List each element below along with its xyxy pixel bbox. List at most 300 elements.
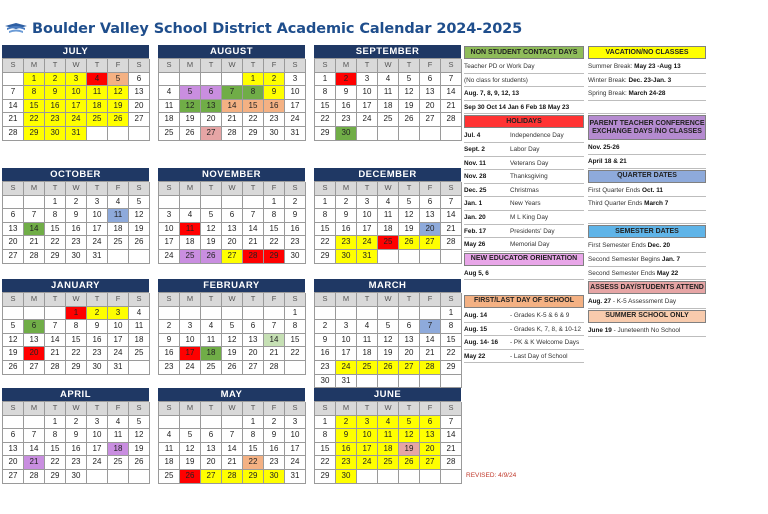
day-cell: 20 [201, 456, 222, 470]
weekday-label: W [66, 59, 87, 73]
day-cell: 26 [201, 250, 222, 264]
day-cell: 2 [264, 416, 285, 430]
legend-date: Dec. 23-Jan. 3 [628, 76, 672, 84]
page-header [4, 16, 522, 42]
day-cell: 28 [45, 361, 66, 375]
empty-cell [159, 307, 180, 321]
day-cell: 27 [420, 236, 441, 250]
day-cell: 12 [108, 86, 129, 100]
empty-cell [108, 470, 129, 484]
weekday-label: T [399, 293, 420, 307]
day-cell: 12 [378, 334, 399, 348]
legend-section-header: FIRST/LAST DAY OF SCHOOL [464, 295, 584, 308]
legend-row [464, 143, 584, 157]
weekday-label: S [159, 182, 180, 196]
day-cell: 4 [201, 320, 222, 334]
day-cell: 19 [108, 100, 129, 114]
day-cell: 23 [159, 361, 180, 375]
empty-cell [3, 73, 24, 87]
day-cell: 19 [180, 113, 201, 127]
weekday-label: W [66, 402, 87, 416]
day-cell: 4 [159, 86, 180, 100]
weekday-label: W [378, 402, 399, 416]
day-cell: 17 [285, 100, 306, 114]
day-cell: 24 [285, 456, 306, 470]
weekday-label: M [24, 293, 45, 307]
day-cell: 24 [357, 236, 378, 250]
weekday-label: T [87, 59, 108, 73]
day-cell: 16 [87, 334, 108, 348]
day-cell: 10 [285, 429, 306, 443]
day-cell: 25 [378, 113, 399, 127]
day-cell: 18 [378, 223, 399, 237]
day-cell: 5 [399, 196, 420, 210]
legend-date: May 22 [656, 269, 679, 277]
day-cell: 27 [201, 127, 222, 141]
weekday-label: S [285, 59, 306, 73]
empty-cell [24, 307, 45, 321]
weekday-label: S [3, 59, 24, 73]
day-cell: 6 [129, 73, 150, 87]
day-cell: 7 [45, 320, 66, 334]
month-name: NOVEMBER [158, 168, 305, 181]
day-cell: 12 [129, 429, 150, 443]
day-cell: 3 [357, 196, 378, 210]
weekday-label: W [378, 59, 399, 73]
day-cell: 13 [420, 429, 441, 443]
empty-cell [399, 250, 420, 264]
day-cell: 26 [222, 361, 243, 375]
day-cell: 9 [264, 86, 285, 100]
weekday-label: S [129, 59, 150, 73]
weekday-label: W [222, 182, 243, 196]
legend-row [588, 267, 706, 281]
day-cell: 18 [378, 443, 399, 457]
day-cell: 23 [336, 236, 357, 250]
weekday-label: F [264, 182, 285, 196]
day-cell: 2 [159, 320, 180, 334]
day-cell: 9 [264, 429, 285, 443]
day-cell: 2 [45, 73, 66, 87]
day-cell: 23 [264, 113, 285, 127]
legend-blank-row [588, 211, 706, 225]
month-june [314, 388, 461, 484]
district-logo-icon [4, 21, 28, 37]
day-cell: 23 [264, 456, 285, 470]
weekday-label: S [159, 402, 180, 416]
weekday-label: M [336, 59, 357, 73]
day-cell: 13 [420, 86, 441, 100]
empty-cell [201, 196, 222, 210]
weekday-label: M [180, 59, 201, 73]
day-cell: 2 [336, 416, 357, 430]
legend-description: Independence Day [510, 132, 564, 140]
empty-cell [264, 307, 285, 321]
weekday-label: M [24, 59, 45, 73]
weekday-label: W [66, 293, 87, 307]
month-name: SEPTEMBER [314, 45, 461, 58]
day-cell: 17 [159, 236, 180, 250]
day-cell: 31 [357, 250, 378, 264]
legend-description: M L King Day [510, 213, 549, 221]
legend-description: - PK & K Welcome Days [510, 339, 580, 347]
day-cell: 13 [243, 334, 264, 348]
legend-row [464, 184, 584, 198]
legend-date: Jan. 7 [661, 255, 681, 263]
day-cell: 2 [336, 73, 357, 87]
empty-cell [420, 307, 441, 321]
empty-cell [129, 127, 150, 141]
day-cell: 27 [201, 470, 222, 484]
day-cell: 27 [129, 113, 150, 127]
day-cell: 10 [66, 86, 87, 100]
day-cell: 21 [420, 347, 441, 361]
weekday-label: T [357, 182, 378, 196]
empty-cell [378, 127, 399, 141]
weekday-label: T [201, 59, 222, 73]
day-cell: 11 [378, 86, 399, 100]
weekday-label: F [420, 293, 441, 307]
legend-date: June 19 [588, 326, 612, 334]
day-cell: 21 [441, 443, 462, 457]
month-name: APRIL [2, 388, 149, 401]
day-cell: 23 [66, 456, 87, 470]
month-days-grid [314, 401, 461, 484]
day-cell: 25 [159, 470, 180, 484]
day-cell: 12 [129, 209, 150, 223]
empty-cell [201, 73, 222, 87]
empty-cell [180, 196, 201, 210]
day-cell: 30 [66, 250, 87, 264]
day-cell: 6 [420, 73, 441, 87]
day-cell: 4 [129, 307, 150, 321]
legend-date: Jul. 4 [464, 132, 481, 140]
day-cell: 6 [201, 86, 222, 100]
empty-cell [357, 470, 378, 484]
day-cell: 22 [441, 347, 462, 361]
empty-cell [108, 127, 129, 141]
legend-row [464, 170, 584, 184]
day-cell: 11 [159, 443, 180, 457]
day-cell: 17 [357, 223, 378, 237]
weekday-label: S [441, 59, 462, 73]
empty-cell [87, 127, 108, 141]
day-cell: 23 [336, 456, 357, 470]
day-cell: 28 [420, 361, 441, 375]
day-cell: 21 [222, 113, 243, 127]
weekday-label: M [336, 182, 357, 196]
day-cell: 18 [108, 443, 129, 457]
legend-description: Spring Break: [588, 90, 629, 98]
month-october [2, 168, 149, 264]
day-cell: 21 [441, 223, 462, 237]
day-cell: 7 [243, 209, 264, 223]
day-cell: 23 [336, 113, 357, 127]
day-cell: 8 [66, 320, 87, 334]
day-cell: 18 [201, 347, 222, 361]
month-february [158, 279, 305, 375]
weekday-label: M [180, 182, 201, 196]
day-cell: 19 [180, 456, 201, 470]
day-cell: 28 [441, 113, 462, 127]
day-cell: 4 [108, 196, 129, 210]
day-cell: 6 [243, 320, 264, 334]
weekday-label: T [399, 59, 420, 73]
weekday-label: T [243, 293, 264, 307]
day-cell: 4 [378, 196, 399, 210]
day-cell: 19 [3, 347, 24, 361]
empty-cell [420, 375, 441, 389]
empty-cell [357, 127, 378, 141]
day-cell: 15 [243, 100, 264, 114]
day-cell: 24 [87, 236, 108, 250]
legend-description: - Grades K, 7, 8, & 10-12 [510, 325, 582, 333]
weekday-label: T [357, 293, 378, 307]
empty-cell [357, 307, 378, 321]
day-cell: 21 [3, 113, 24, 127]
empty-cell [45, 307, 66, 321]
empty-cell [129, 361, 150, 375]
weekday-label: W [222, 59, 243, 73]
day-cell: 24 [108, 347, 129, 361]
legend-row [588, 295, 706, 309]
legend-row [464, 225, 584, 239]
legend-description: - K-5 Assessment Day [611, 298, 677, 306]
legend-row [464, 157, 584, 171]
day-cell: 29 [45, 250, 66, 264]
day-cell: 8 [315, 209, 336, 223]
day-cell: 18 [159, 113, 180, 127]
day-cell: 31 [87, 250, 108, 264]
empty-cell [24, 416, 45, 430]
day-cell: 1 [441, 307, 462, 321]
weekday-label: S [129, 293, 150, 307]
weekday-label: F [264, 293, 285, 307]
weekday-label: S [441, 182, 462, 196]
day-cell: 6 [201, 429, 222, 443]
day-cell: 18 [87, 100, 108, 114]
weekday-label: T [45, 182, 66, 196]
weekday-label: S [315, 293, 336, 307]
day-cell: 14 [222, 443, 243, 457]
day-cell: 24 [159, 250, 180, 264]
day-cell: 2 [66, 196, 87, 210]
day-cell: 1 [243, 73, 264, 87]
day-cell: 25 [378, 236, 399, 250]
day-cell: 12 [399, 429, 420, 443]
day-cell: 17 [357, 443, 378, 457]
day-cell: 19 [399, 443, 420, 457]
legend-description: Second Semester Begins [588, 255, 662, 263]
day-cell: 8 [315, 429, 336, 443]
weekday-label: S [315, 59, 336, 73]
day-cell: 19 [201, 236, 222, 250]
day-cell: 11 [108, 429, 129, 443]
day-cell: 8 [45, 429, 66, 443]
day-cell: 28 [264, 361, 285, 375]
day-cell: 19 [222, 347, 243, 361]
weekday-label: T [45, 59, 66, 73]
day-cell: 22 [45, 236, 66, 250]
weekday-label: T [45, 293, 66, 307]
day-cell: 2 [264, 73, 285, 87]
month-days-grid [314, 58, 461, 141]
day-cell: 5 [129, 196, 150, 210]
day-cell: 14 [222, 100, 243, 114]
day-cell: 21 [45, 347, 66, 361]
empty-cell [441, 470, 462, 484]
month-days-grid [158, 401, 305, 484]
day-cell: 21 [24, 456, 45, 470]
day-cell: 30 [336, 470, 357, 484]
day-cell: 6 [420, 196, 441, 210]
empty-cell [222, 73, 243, 87]
legend-date: April 18 & 21 [588, 157, 627, 165]
day-cell: 26 [180, 470, 201, 484]
day-cell: 4 [378, 73, 399, 87]
day-cell: 22 [315, 236, 336, 250]
day-cell: 15 [441, 334, 462, 348]
day-cell: 25 [129, 347, 150, 361]
day-cell: 1 [315, 73, 336, 87]
legend-date: Jan. 1 [464, 200, 483, 208]
day-cell: 1 [24, 73, 45, 87]
weekday-label: F [264, 402, 285, 416]
weekday-label: F [108, 402, 129, 416]
weekday-label: T [357, 402, 378, 416]
day-cell: 11 [378, 209, 399, 223]
day-cell: 9 [336, 86, 357, 100]
day-cell: 29 [45, 470, 66, 484]
legend-description: - Grades K-5 & 6 & 9 [510, 311, 570, 319]
weekday-label: T [87, 182, 108, 196]
month-november [158, 168, 305, 264]
empty-cell [378, 470, 399, 484]
legend-row [464, 309, 584, 323]
month-may [158, 388, 305, 484]
day-cell: 29 [66, 361, 87, 375]
legend-description: Winter Break: [588, 76, 629, 84]
day-cell: 20 [201, 113, 222, 127]
weekday-label: T [201, 293, 222, 307]
legend-date: Aug. 27 [588, 298, 612, 306]
legend-section-header: NON STUDENT CONTACT DAYS [464, 46, 584, 59]
legend-date: Aug. 14- 16 [464, 339, 499, 347]
day-cell: 8 [243, 429, 264, 443]
day-cell: 20 [222, 236, 243, 250]
legend-date: Nov. 28 [464, 173, 487, 181]
day-cell: 3 [66, 73, 87, 87]
day-cell: 20 [3, 236, 24, 250]
weekday-label: W [378, 293, 399, 307]
day-cell: 13 [420, 209, 441, 223]
day-cell: 30 [66, 470, 87, 484]
day-cell: 27 [420, 456, 441, 470]
weekday-label: T [357, 59, 378, 73]
legend-row [588, 184, 706, 198]
empty-cell [420, 127, 441, 141]
day-cell: 24 [66, 113, 87, 127]
day-cell: 15 [315, 443, 336, 457]
day-cell: 14 [243, 223, 264, 237]
day-cell: 1 [45, 196, 66, 210]
empty-cell [378, 250, 399, 264]
empty-cell [129, 470, 150, 484]
day-cell: 4 [159, 429, 180, 443]
legend-row [588, 60, 706, 74]
day-cell: 10 [357, 429, 378, 443]
day-cell: 2 [336, 196, 357, 210]
day-cell: 13 [201, 443, 222, 457]
day-cell: 5 [180, 429, 201, 443]
day-cell: 30 [336, 250, 357, 264]
day-cell: 27 [420, 113, 441, 127]
weekday-label: S [3, 182, 24, 196]
legend-description: Christmas [510, 186, 539, 194]
day-cell: 20 [420, 443, 441, 457]
weekday-label: S [129, 402, 150, 416]
day-cell: 26 [399, 236, 420, 250]
day-cell: 25 [87, 113, 108, 127]
empty-cell [180, 416, 201, 430]
day-cell: 30 [315, 375, 336, 389]
weekday-label: F [420, 402, 441, 416]
legend-row [588, 239, 706, 253]
empty-cell [420, 250, 441, 264]
weekday-label: T [87, 402, 108, 416]
day-cell: 22 [45, 456, 66, 470]
day-cell: 5 [129, 416, 150, 430]
legend-description: Presidents' Day [510, 227, 555, 235]
day-cell: 29 [315, 470, 336, 484]
day-cell: 31 [285, 470, 306, 484]
legend-description: Veterans Day [510, 159, 549, 167]
day-cell: 7 [441, 416, 462, 430]
weekday-label: T [45, 402, 66, 416]
day-cell: 24 [357, 113, 378, 127]
day-cell: 4 [378, 416, 399, 430]
day-cell: 17 [87, 443, 108, 457]
day-cell: 9 [315, 334, 336, 348]
day-cell: 25 [180, 250, 201, 264]
day-cell: 4 [108, 416, 129, 430]
day-cell: 15 [315, 223, 336, 237]
empty-cell [441, 375, 462, 389]
day-cell: 3 [285, 73, 306, 87]
weekday-label: W [66, 182, 87, 196]
day-cell: 5 [180, 86, 201, 100]
weekday-label: T [243, 59, 264, 73]
legend-row [464, 323, 584, 337]
legend-date: Nov. 25-26 [588, 144, 620, 152]
weekday-label: S [441, 293, 462, 307]
day-cell: 12 [399, 86, 420, 100]
legend-row [464, 267, 584, 281]
month-days-grid [2, 58, 149, 141]
day-cell: 30 [264, 127, 285, 141]
day-cell: 14 [45, 334, 66, 348]
legend-row [464, 74, 584, 88]
day-cell: 17 [336, 347, 357, 361]
weekday-label: S [3, 402, 24, 416]
weekday-label: M [180, 293, 201, 307]
day-cell: 10 [87, 429, 108, 443]
day-cell: 8 [441, 320, 462, 334]
empty-cell [243, 196, 264, 210]
month-july [2, 45, 149, 141]
empty-cell [222, 416, 243, 430]
legend-description: Second Semester Ends [588, 269, 657, 277]
